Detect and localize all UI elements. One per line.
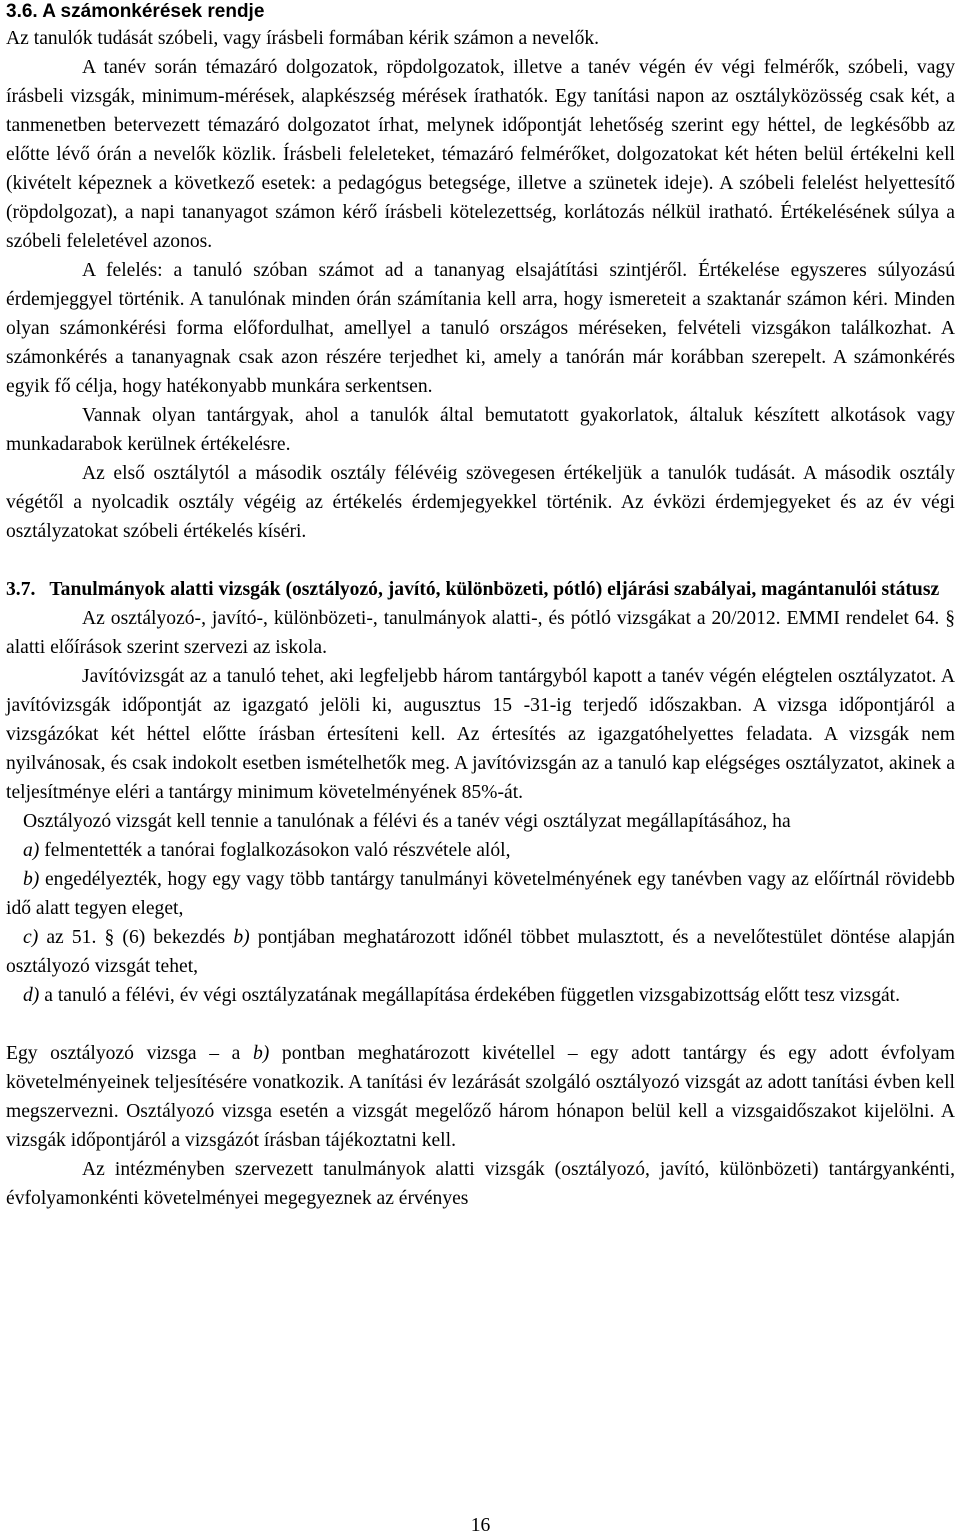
section-3-6-paragraph-4: Vannak olyan tantárgyak, ahol a tanulók által bemutatott gyakorlatok, általuk készített alkotások vagy munkadarabok kerülnek értékelésre. <box>6 405 955 455</box>
list-item-c <box>6 923 955 981</box>
section-3-7-heading <box>6 575 955 604</box>
section-3-7-paragraph-3: Osztályozó vizsgát kell tennie a tanulónak a félévi és a tanév végi osztályzat megállapításához, ha <box>23 811 791 832</box>
list-text-c-before: az 51. § (6) bekezdés <box>46 927 226 948</box>
section-3-6-paragraph-1: Az tanulók tudását szóbeli, vagy írásbeli formában kérik számon a nevelők. <box>6 28 600 49</box>
list-item-a <box>6 836 955 865</box>
page-number: 16 <box>470 1515 491 1536</box>
section-3-6-paragraph-3: A felelés: a tanuló szóban számot ad a tananyag elsajátítási szintjéről. Értékelése egyszeres súlyozású érdemjeggyel történik. A tanulónak minden órán számítania kell arra, hogy ismereteit a szaktanár számon kéri. Minden olyan számonkérési forma előfordulhat, amellyel a tanuló országos méréseken, felvételi vizsgákon találkozhat. A számonkérés a tananyagnak csak azon részére terjedhet ki, amely a tanórán már korábban szerepelt. A számonkérés egyik fő célja, hogy hatékonyabb munkára serkentsen. <box>6 260 955 397</box>
section-3-6-paragraph-5: Az első osztálytól a második osztály félévéig szövegesen értékeljük a tanulók tudását. A második osztály végétől a nyolcadik osztály végéig az értékelés érdemjegyekkel történik. Az évközi érdemjegyeket és az év végi osztályzatokat szóbeli értékelés kíséri. <box>6 463 955 542</box>
paragraph-4-after: pontban meghatározott kivétellel – egy adott tantárgy és egy adott évfolyam követelményeinek teljesítésére vonatkozik. A tanítási év lezárását szolgáló osztályozó vizsgát az adott tanítási évben kell megszervezni. Osztályozó vizsga esetén a vizsgát megelőző három hónapon belül kell a vizsgaidőszakot kijelölni. A vizsgák időpontjáról a vizsgázót írásban tájékoztatni kell. <box>6 1043 955 1151</box>
list-text-b: engedélyezték, hogy egy vagy több tantárgy tanulmányi követelményének egy tanévben vagy az előírtnál rövidebb idő alatt tegyen eleget, <box>6 869 955 919</box>
list-text-c-after: pontjában meghatározott időnél többet mulasztott, és a nevelőtestület döntése alapján osztályozó vizsgát tehet, <box>6 927 955 977</box>
list-marker-d: d) <box>23 985 40 1006</box>
section-3-7-number: 3.7. <box>6 579 36 600</box>
section-3-7-title: Tanulmányok alatti vizsgák (osztályozó, javító, különbözeti, pótló) eljárási szabályai, magántanulói státusz <box>49 579 940 600</box>
section-3-7-paragraph-2: Javítóvizsgát az a tanuló tehet, aki legfeljebb három tantárgyból kapott a tanév végén elégtelen osztályzatot. A javítóvizsgák időpontját az igazgató jelöli ki, augusztus 15 -31-ig terjedő időszakban. A vizsga időpontjáról a vizsgázókat két héttel előtte írásban értesíteni kell. Az értesítés az igazgatóhelyettes feladata. A vizsgák nem nyilvánosak, és csak indokolt esetben ismételhetők meg. A javítóvizsgán az a tanuló kap elégséges osztályzatot, akinek a teljesítménye eléri a tantárgy minimum követelményének 85%-át. <box>6 666 955 803</box>
list-marker-a: a) <box>23 840 40 861</box>
section-3-7-paragraph-5: Az intézményben szervezett tanulmányok alatti vizsgák (osztályozó, javító, különbözeti) tantárgyankénti, évfolyamonkénti követelményei megegyeznek az érvényes <box>6 1159 955 1209</box>
section-3-7-paragraph-1: Az osztályozó-, javító-, különbözeti-, tanulmányok alatti-, és pótló vizsgákat a 20/2012. EMMI rendelet 64. § alatti előírások szerint szervezi az iskola. <box>6 608 955 658</box>
paragraph-4-before: Egy osztályozó vizsga – a <box>6 1043 241 1064</box>
list-marker-c: c) <box>23 927 39 948</box>
section-3-6-paragraph-2: A tanév során témazáró dolgozatok, röpdolgozatok, illetve a tanév végén év végi felmérők, szóbeli, vagy írásbeli vizsgák, minimum-mérések, alapkészség mérések írathatók. Egy tanítási napon az osztályközösség csak két, a tanmenetben betervezett témazáró dolgozatot írhat, melynek időpontját lehetőség szerint egy héttel, de legkésőbb az előtte lévő órán a nevelők közlik. Írásbeli feleleteket, témazáró felmérőket, dolgozatokat két héten belül értékelni kell (kivételt képeznek a következő esetek: a pedagógus betegsége, illetve a szünetek ideje). A szóbeli felelést helyettesítő (röpdolgozat), a napi tananyagot számon kérő írásbeli kötelezettség, korlátozás nélkül iratható. Értékelésének súlya a szóbeli feleletével azonos. <box>6 57 955 252</box>
list-text-d: a tanuló a félévi, év végi osztályzatának megállapítása érdekében független vizsgabizottság előtt tesz vizsgát. <box>44 985 901 1006</box>
list-item-d <box>6 981 955 1010</box>
list-marker-b: b) <box>23 869 40 890</box>
list-text-a: felmentették a tanórai foglalkozásokon való részvétele alól, <box>44 840 511 861</box>
list-inline-marker-c: b) <box>233 927 250 948</box>
document-page <box>6 0 955 1537</box>
section-3-6-heading: 3.6. A számonkérések rendje <box>6 1 265 22</box>
list-item-b <box>6 865 955 923</box>
section-3-7-paragraph-4 <box>6 1039 955 1155</box>
paragraph-4-marker: b) <box>252 1043 270 1064</box>
